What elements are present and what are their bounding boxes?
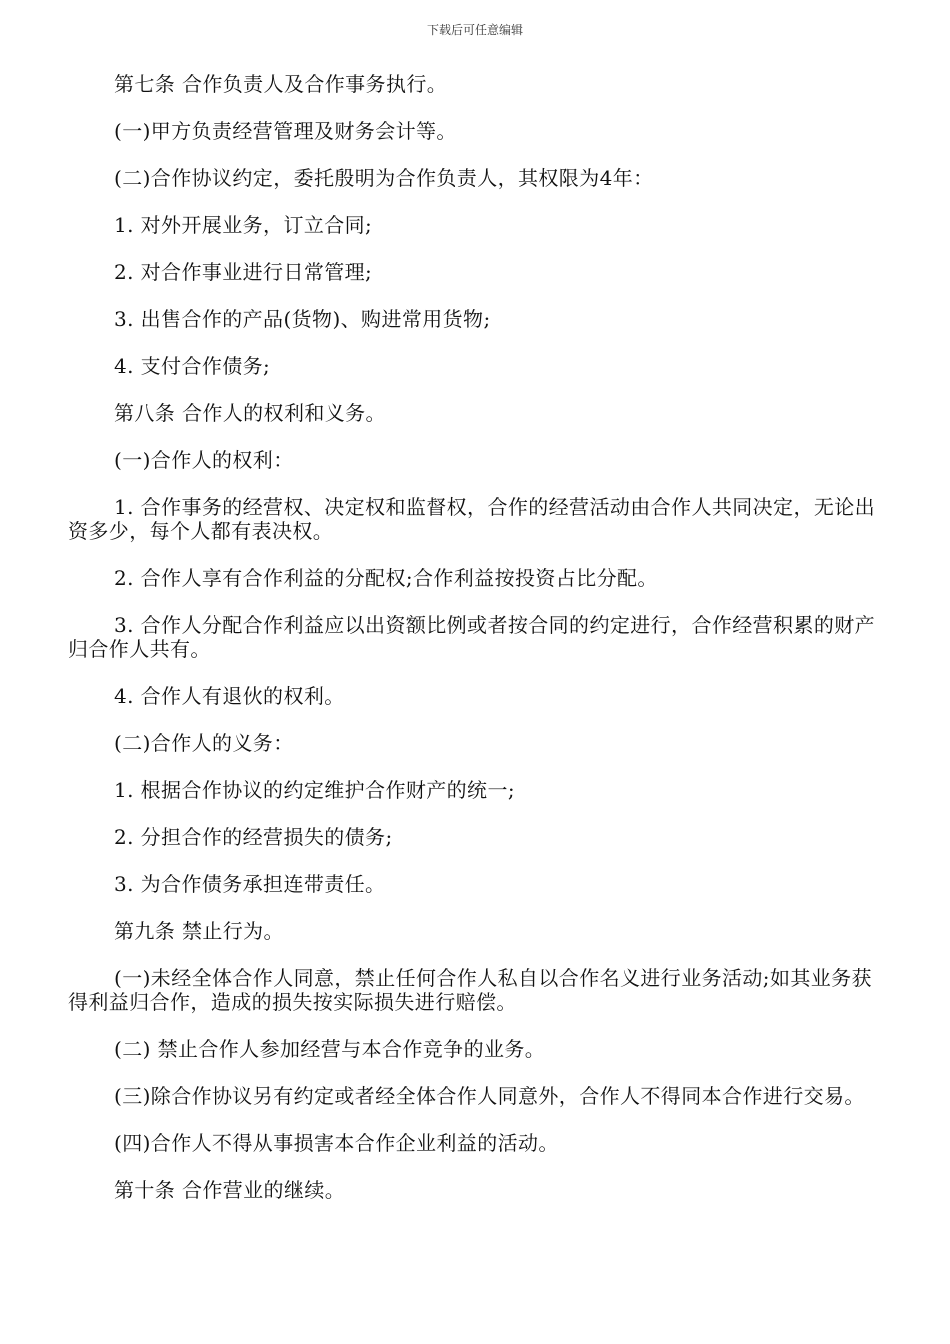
- article-8-rights-heading: (一)合作人的权利：: [114, 448, 294, 472]
- article-8-duties-item-1: 1. 根据合作协议的约定维护合作财产的统一;: [114, 778, 515, 802]
- page-header: 下载后可任意编辑: [426, 23, 523, 37]
- article-9-item-1: (一)未经全体合作人同意，禁止任何合作人私自以合作名义进行业务活动;如其业务获得利益归合作，造成的损失按实际损失进行赔偿。: [68, 966, 872, 1014]
- article-8-rights-item-1: 1. 合作事务的经营权、决定权和监督权，合作的经营活动由合作人共同决定，无论出资多少，每个人都有表决权。: [68, 495, 876, 543]
- article-9-item-2: (二) 禁止合作人参加经营与本合作竞争的业务。: [114, 1037, 546, 1061]
- article-7-subitem-3: 3. 出售合作的产品(货物)、购进常用货物;: [114, 307, 491, 331]
- article-8-rights-item-4: 4. 合作人有退伙的权利。: [114, 684, 345, 708]
- article-7-item-2: (二)合作协议约定，委托殷明为合作负责人，其权限为4年：: [114, 166, 654, 190]
- article-8-duties-heading: (二)合作人的义务：: [114, 731, 294, 755]
- article-8-duties-item-2: 2. 分担合作的经营损失的债务;: [114, 825, 393, 849]
- article-7-subitem-4: 4. 支付合作债务;: [114, 354, 271, 378]
- article-7-heading: 第七条 合作负责人及合作事务执行。: [114, 72, 448, 96]
- article-7-subitem-2: 2. 对合作事业进行日常管理;: [114, 260, 373, 284]
- document-body: [68, 72, 880, 1225]
- article-8-duties-item-3: 3. 为合作债务承担连带责任。: [114, 872, 386, 896]
- article-10-heading: 第十条 合作营业的继续。: [114, 1178, 346, 1202]
- article-8-rights-item-2: 2. 合作人享有合作利益的分配权;合作利益按投资占比分配。: [114, 566, 658, 590]
- article-8-rights-item-3: 3. 合作人分配合作利益应以出资额比例或者按合同的约定进行，合作经营积累的财产归合作人共有。: [68, 613, 876, 661]
- article-9-item-3: (三)除合作协议另有约定或者经全体合作人同意外，合作人不得同本合作进行交易。: [114, 1084, 865, 1108]
- article-7-subitem-1: 1. 对外开展业务，订立合同;: [114, 213, 373, 237]
- article-9-heading: 第九条 禁止行为。: [114, 919, 284, 943]
- article-9-item-4: (四)合作人不得从事损害本合作企业利益的活动。: [114, 1131, 559, 1155]
- article-8-heading: 第八条 合作人的权利和义务。: [114, 401, 386, 425]
- article-7-item-1: (一)甲方负责经营管理及财务会计等。: [114, 119, 457, 143]
